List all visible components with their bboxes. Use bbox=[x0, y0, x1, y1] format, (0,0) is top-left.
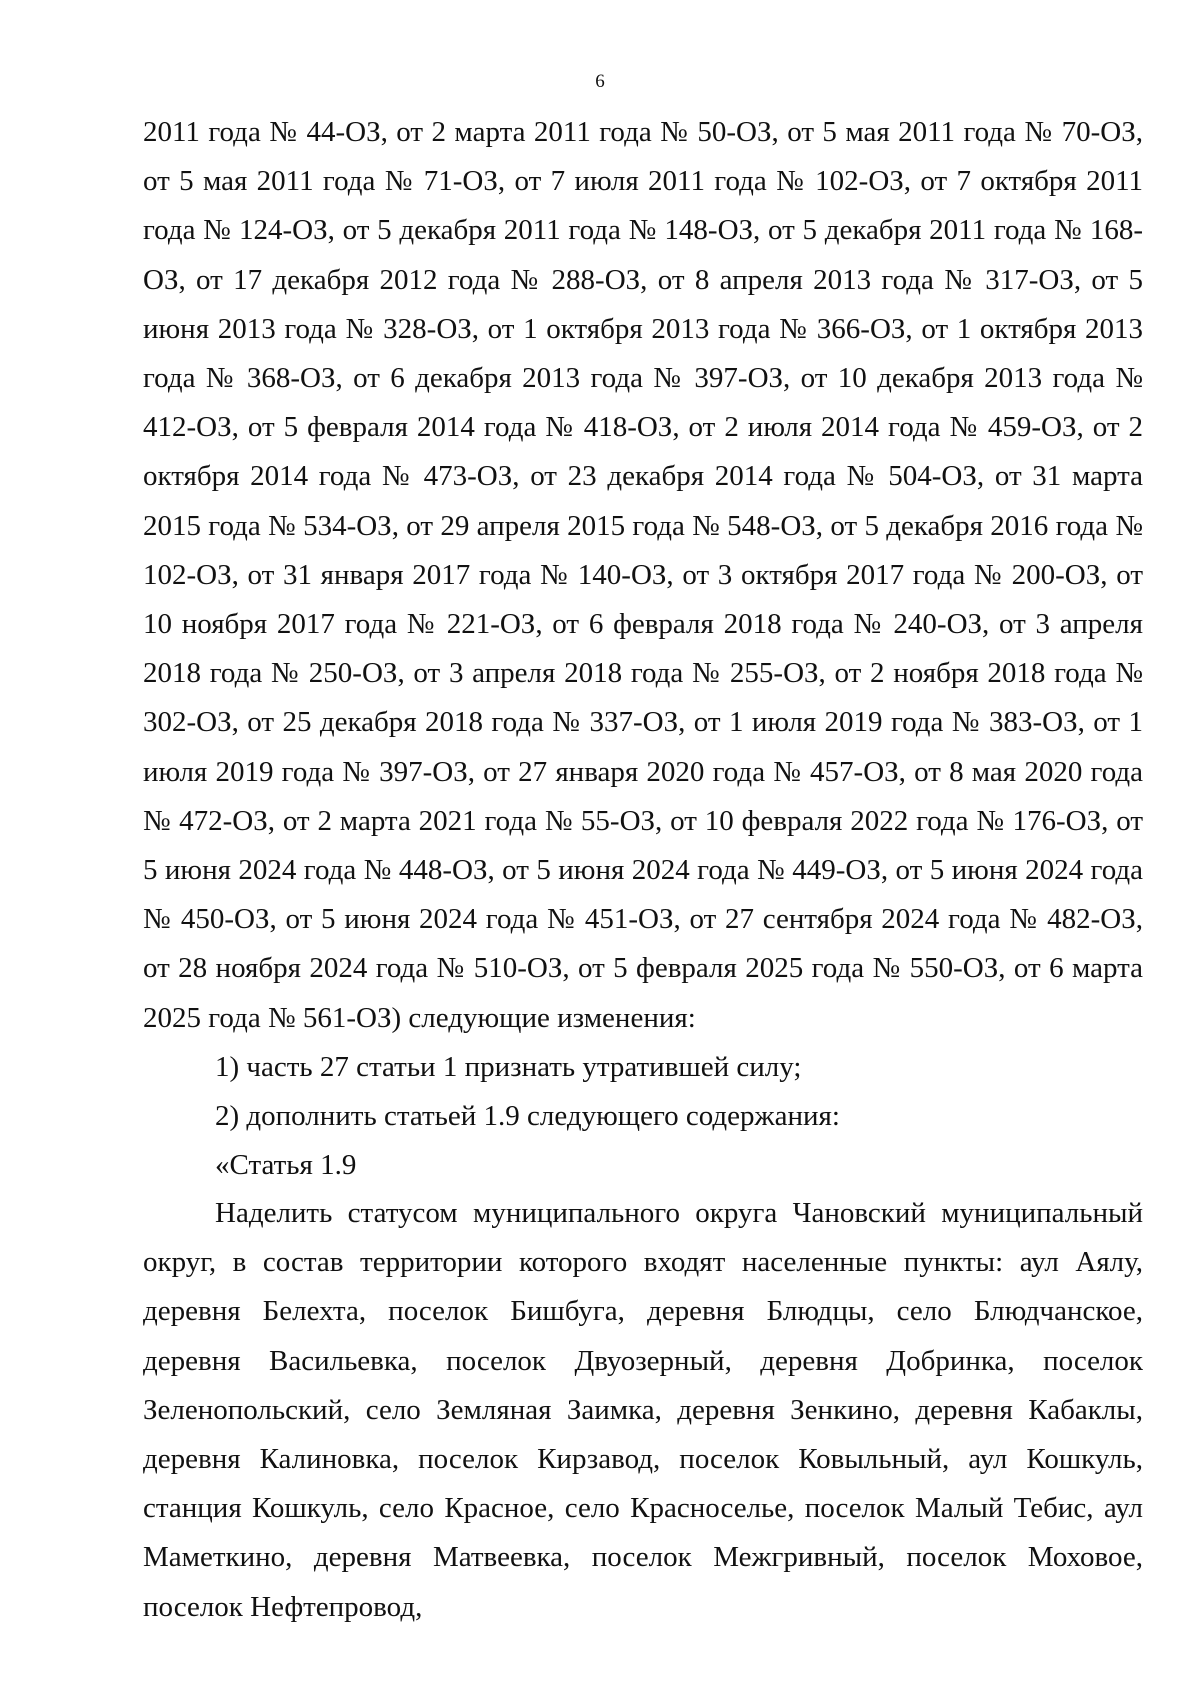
article-heading: «Статья 1.9 bbox=[215, 1149, 357, 1182]
amendments-list-paragraph: 2011 года № 44-ОЗ, от 2 марта 2011 года № 50-ОЗ, от 5 мая 2011 года № 70-ОЗ, от 5 мая 2011 года № 71-ОЗ, от 7 июля 2011 года № 102-ОЗ, от 7 октября 2011 года № 124-ОЗ, от 5 декабря 2011 года № 148-ОЗ, от 5 декабря 2011 года № 168-ОЗ, от 17 декабря 2012 года № 288-ОЗ, от 8 апреля 2013 года № 317-ОЗ, от 5 июня 2013 года № 328-ОЗ, от 1 октября 2013 года № 366-ОЗ, от 1 октября 2013 года № 368-ОЗ, от 6 декабря 2013 года № 397-ОЗ, от 10 декабря 2013 года № 412-ОЗ, от 5 февраля 2014 года № 418-ОЗ, от 2 июля 2014 года № 459-ОЗ, от 2 октября 2014 года № 473-ОЗ, от 23 декабря 2014 года № 504-ОЗ, от 31 марта 2015 года № 534-ОЗ, от 29 апреля 2015 года № 548-ОЗ, от 5 декабря 2016 года № 102-ОЗ, от 31 января 2017 года № 140-ОЗ, от 3 октября 2017 года № 200-ОЗ, от 10 ноября 2017 года № 221-ОЗ, от 6 февраля 2018 года № 240-ОЗ, от 3 апреля 2018 года № 250-ОЗ, от 3 апреля 2018 года № 255-ОЗ, от 2 ноября 2018 года № 302-ОЗ, от 25 декабря 2018 года № 337-ОЗ, от 1 июля 2019 года № 383-ОЗ, от 1 июля 2019 года № 397-ОЗ, от 27 января 2020 года № 457-ОЗ, от 8 мая 2020 года № 472-ОЗ, от 2 марта 2021 года № 55-ОЗ, от 10 февраля 2022 года № 176-ОЗ, от 5 июня 2024 года № 448-ОЗ, от 5 июня 2024 года № 449-ОЗ, от 5 июня 2024 года № 450-ОЗ, от 5 июня 2024 года № 451-ОЗ, от 27 сентября 2024 года № 482-ОЗ, от 28 ноября 2024 года № 510-ОЗ, от 5 февраля 2025 года № 550-ОЗ, от 6 марта 2025 года № 561-ОЗ) следующие изменения: bbox=[143, 116, 1143, 1034]
document-body-article bbox=[143, 1189, 1143, 1632]
page-number: 6 bbox=[595, 71, 605, 92]
article-body-paragraph: Наделить статусом муниципального округа Чановский муниципальный округ, в состав территории которого входят населенные пункты: аул Аялу, деревня Белехта, поселок Бишбуга, деревня Блюдцы, село Блюдчанское, деревня Васильевка, поселок Двуозерный, деревня Добринка, поселок Зеленопольский, село Земляная Заимка, деревня Зенкино, деревня Кабаклы, деревня Калиновка, поселок Кирзавод, поселок Ковыльный, аул Кошкуль, станция Кошкуль, село Красное, село Красноселье, поселок Малый Тебис, аул Маметкино, деревня Матвеевка, поселок Межгривный, поселок Моховое, поселок Нефтепровод, bbox=[143, 1197, 1143, 1623]
item-2-paragraph: 2) дополнить статьей 1.9 следующего содержания: bbox=[215, 1100, 840, 1133]
document-body-top bbox=[143, 108, 1143, 1190]
item-1-paragraph: 1) часть 27 статьи 1 признать утратившей силу; bbox=[215, 1050, 802, 1083]
